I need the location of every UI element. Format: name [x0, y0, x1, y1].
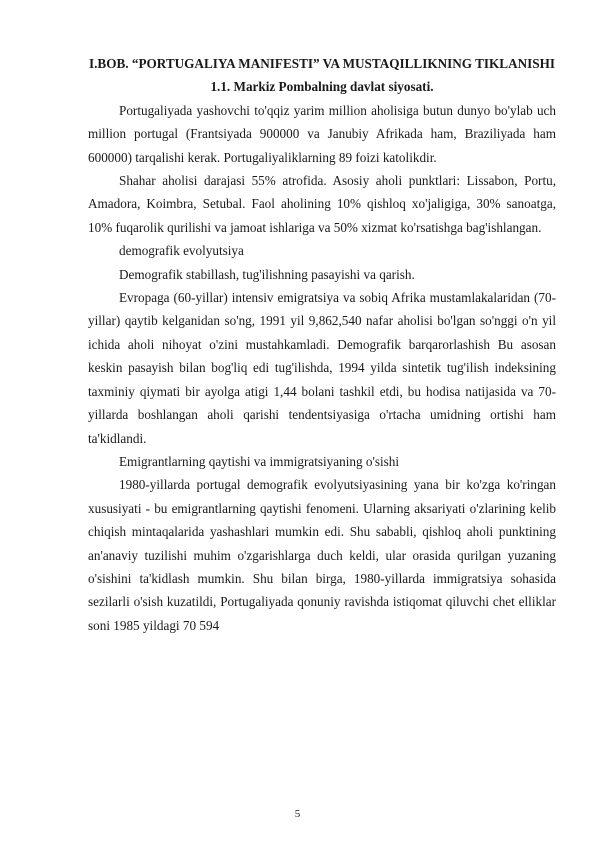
section-title: 1.1. Markiz Pombalning davlat siyosati. [210, 79, 434, 95]
paragraph-1980s: 1980-yillarda portugal demografik evolyutsiyasining yana bir ko'zga ko'ringan xususiyati - bu emigrantlarning qaytishi fenomeni. Ularning aksariyati o'zlarining kelib chiqish mintaqalarida yashashlari mumkin edi. Shu sababli, qishloq aholi punktining an'anaviy tuzilishi muhim o'zgarishlarga duch keldi, ular orasida qurilgan yuzaning o'sishini ta'kidlash mumkin. Shu bilan birga, 1980-yillarda immigratsiya sohasida sezilarli o'sish kuzatildi, Portugaliyada qonuniy ravishda istiqomat qiluvchi chet elliklar soni 1985 yildagi 70 594 [88, 477, 556, 633]
subheading-demographic-stabilization: Demografik stabillash, tug'ilishning pasayishi va qarish. [119, 266, 415, 282]
page-number: 5 [294, 808, 301, 820]
chapter-title: I.BOB. “PORTUGALIYA MANIFESTI” VA MUSTAQILLIKNING TIKLANISHI [89, 56, 555, 71]
paragraph-population: Portugaliyada yashovchi to'qqiz yarim million aholisiga butun dunyo bo'ylab uch million portugal (Frantsiyada 900000 va Janubiy Afrikada ham, Braziliyada ham 600000) tarqalishi kerak. Portugaliyaliklarning 89 foizi katolikdir. [88, 102, 556, 165]
document-page [88, 52, 556, 637]
paragraph-urban: Shahar aholisi darajasi 55% atrofida. Asosiy aholi punktlari: Lissabon, Portu, Amadora, Koimbra, Setubal. Faol aholining 10% qishloq xo'jaligiga, 30% sanoatga, 10% fuqarolik qurilishi va jamoat ishlariga va 50% xizmat ko'rsatishga bag'ishlangan. [88, 173, 556, 235]
paragraph-emigration: Evropaga (60-yillar) intensiv emigratsiya va sobiq Afrika mustamlakalaridan (70-yillar) qaytib kelganidan so'ng, 1991 yil 9,862,540 nafar aholisi bo'lgan so'nggi o'n yil ichida aholi nihoyat o'zini mustahkamladi. Demografik barqarorlashish Bu asosan keskin pasayish bilan bog'liq edi tug'ilishda, 1994 yilda sintetik tug'ilish indeksining taxminiy qiymati bir ayolga atigi 1,44 bolani tashkil etdi, bu hodisa natijasida va 70-yillarda boshlangan aholi qarishi tendentsiyasiga o'rtacha umidning ortishi ham ta'kidlandi. [88, 290, 556, 446]
subheading-demographic-evolution: demografik evolyutsiya [119, 243, 244, 259]
subheading-emigrant-return: Emigrantlarning qaytishi va immigratsiyaning o'sishi [119, 453, 400, 469]
